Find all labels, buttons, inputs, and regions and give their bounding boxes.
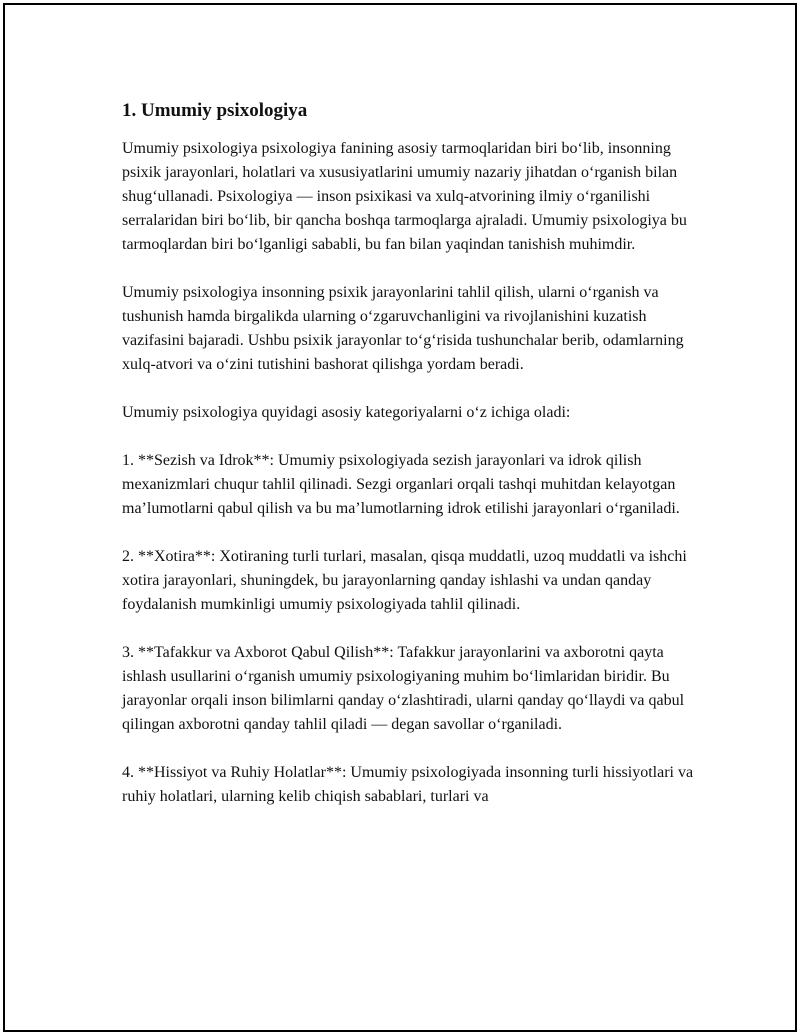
list-item-tafakkur: 3. **Tafakkur va Axborot Qabul Qilish**: Tafakkur jarayonlarini va axborotni qayta ishlash usullarini o‘rganish umumiy psixologiyaning muhim bo‘limlaridan biridir. Bu jarayonlar orqali inson bilimlarni qanday o‘zlashtiradi, ularni qanday qo‘llaydi va qabul qilingan axborotni qanday tahlil qiladi — degan savollar o‘rganiladi. [122,644,685,733]
list-item-hissiyot: 4. **Hissiyot va Ruhiy Holatlar**: Umumiy psixologiyada insonning turli hissiyotlari va ruhiy holatlari, ularning kelib chiqish sabablari, turlari va [122,764,694,805]
section-heading: 1. Umumiy psixologiya [122,100,308,121]
list-item-xotira: 2. **Xotira**: Xotiraning turli turlari, masalan, qisqa muddatli, uzoq muddatli va ishchi xotira jarayonlari, shuningdek, bu jarayonlarning qanday ishlashi va undan qanday foydalanish mumkinligi umumiy psixologiyada tahlil qilinadi. [122,548,687,613]
paragraph-intro: Umumiy psixologiya psixologiya fanining asosiy tarmoqlaridan biri bo‘lib, insonning psixik jarayonlari, holatlari va xususiyatlarini umumiy nazariy jihatdan o‘rganish bilan shug‘ullanadi. Psixologiya — inson psixikasi va xulq-atvorining ilmiy o‘rganilishi serralaridan biri bo‘lib, bir qancha boshqa tarmoqlarga ajraladi. Umumiy psixologiya bu tarmoqlardan biri bo‘lganligi sababli, bu fan bilan yaqindan tanishish muhimdir. [122,140,687,253]
document-body [122,99,712,833]
page-frame [3,3,797,1032]
list-item-sezish: 1. **Sezish va Idrok**: Umumiy psixologiyada sezish jarayonlari va idrok qilish mexanizmlari chuqur tahlil qilinadi. Sezgi organlari orqali tashqi muhitdan kelayotgan ma’lumotlarni qabul qilish va bu ma’lumotlarning idrok etilishi jarayonlari o‘rganiladi. [122,452,680,517]
paragraph-categories-intro: Umumiy psixologiya quyidagi asosiy kategoriyalarni o‘z ichiga oladi: [122,404,571,421]
paragraph-purpose: Umumiy psixologiya insonning psixik jarayonlarini tahlil qilish, ularni o‘rganish va tushunish hamda birgalikda ularning o‘zgaruvchanligini va rivojlanishini kuzatish vazifasini bajaradi. Ushbu psixik jarayonlar to‘g‘risida tushunchalar berib, odamlarning xulq-atvori va o‘zini tutishini bashorat qilishga yordam beradi. [122,284,684,373]
